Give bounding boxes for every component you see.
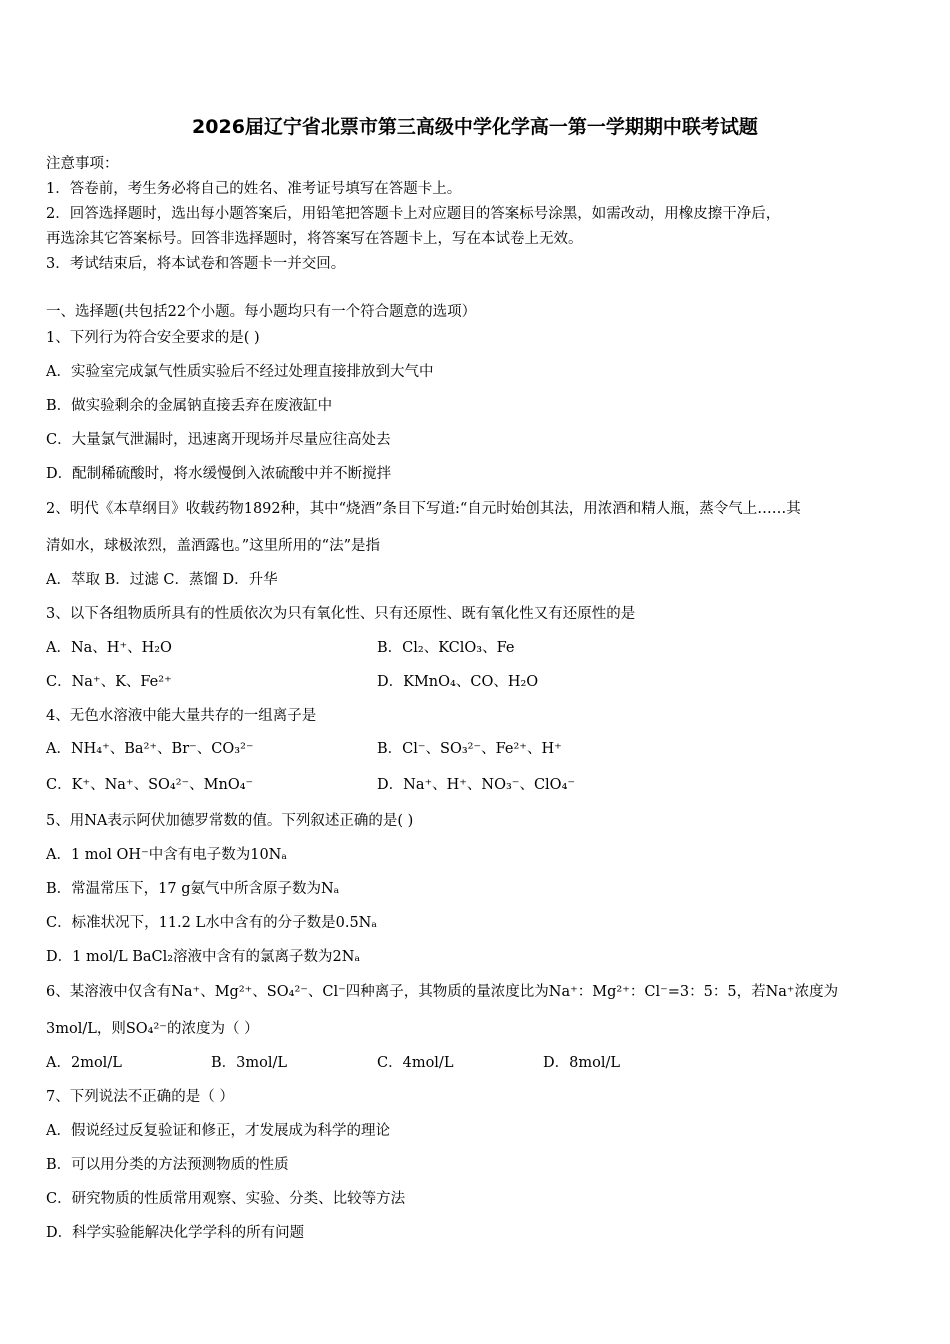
question-7-option-b: B．可以用分类的方法预测物质的性质: [46, 1157, 289, 1173]
section-heading: 一、选择题(共包括22个小题。每小题均只有一个符合题意的选项）: [46, 304, 477, 320]
question-6-option-a: A．2mol/L: [46, 1055, 122, 1071]
question-1-option-c: C．大量氯气泄漏时，迅速离开现场并尽量应往高处去: [46, 432, 391, 448]
notice-heading: 注意事项：: [46, 156, 119, 172]
question-2-stem: 2、明代《本草纲目》收载药物1892种，其中“烧酒”条目下写道:“自元时始创其法，用浓酒和精人瓶，蒸令气上……其: [46, 501, 801, 517]
question-5-option-b: B．常温常压下，17 g氨气中所含原子数为Nₐ: [46, 881, 340, 897]
question-6-stem: 6、某溶液中仅含有Na⁺、Mg²⁺、SO₄²⁻、Cl⁻四种离子，其物质的量浓度比为Na⁺：Mg²⁺：Cl⁻=3：5：5，若Na⁺浓度为: [46, 984, 839, 1000]
exam-title: 2026届辽宁省北票市第三高级中学化学高一第一学期期中联考试题: [192, 116, 758, 138]
question-1-option-b: B．做实验剩余的金属钠直接丢弃在废液缸中: [46, 398, 333, 414]
question-4-option-b: B．Cl⁻、SO₃²⁻、Fe²⁺、H⁺: [377, 741, 562, 757]
question-4-option-c: C．K⁺、Na⁺、SO₄²⁻、MnO₄⁻: [46, 777, 254, 793]
question-6-option-c: C．4mol/L: [377, 1055, 454, 1071]
question-6-option-d: D．8mol/L: [543, 1055, 620, 1071]
question-3-option-b: B．Cl₂、KClO₃、Fe: [377, 640, 515, 656]
question-4-stem: 4、无色水溶液中能大量共存的一组离子是: [46, 708, 317, 724]
question-3-option-a: A．Na、H⁺、H₂O: [46, 640, 172, 656]
question-1-option-d: D．配制稀硫酸时，将水缓慢倒入浓硫酸中并不断搅拌: [46, 466, 392, 482]
notice-item: 1．答卷前，考生务必将自己的姓名、准考证号填写在答题卡上。: [46, 181, 462, 197]
question-3-option-c: C．Na⁺、K、Fe²⁺: [46, 674, 172, 690]
question-4-option-d: D．Na⁺、H⁺、NO₃⁻、ClO₄⁻: [377, 777, 576, 793]
question-5-option-c: C．标准状况下，11.2 L水中含有的分子数是0.5Nₐ: [46, 915, 377, 931]
notice-item: 3．考试结束后，将本试卷和答题卡一并交回。: [46, 256, 346, 272]
question-7-option-a: A．假说经过反复验证和修正，才发展成为科学的理论: [46, 1123, 390, 1139]
question-2-stem-cont: 清如水，球极浓烈，盖酒露也。”这里所用的“法”是指: [46, 538, 380, 554]
question-2-options: A．萃取 B．过滤 C．蒸馏 D．升华: [46, 572, 278, 588]
question-7-option-c: C．研究物质的性质常用观察、实验、分类、比较等方法: [46, 1191, 406, 1207]
question-5-stem: 5、用NA表示阿伏加德罗常数的值。下列叙述正确的是( ): [46, 813, 414, 829]
question-1-option-a: A．实验室完成氯气性质实验后不经过处理直接排放到大气中: [46, 364, 434, 380]
notice-item: 2．回答选择题时，选出每小题答案后，用铅笔把答题卡上对应题目的答案标号涂黑，如需改动，用橡皮擦干净后，: [46, 206, 781, 222]
question-7-stem: 7、下列说法不正确的是（ ）: [46, 1089, 234, 1105]
question-7-option-d: D．科学实验能解决化学学科的所有问题: [46, 1225, 305, 1241]
question-3-stem: 3、以下各组物质所具有的性质依次为只有氧化性、只有还原性、既有氧化性又有还原性的是: [46, 606, 636, 622]
question-4-option-a: A．NH₄⁺、Ba²⁺、Br⁻、CO₃²⁻: [46, 741, 254, 757]
question-3-option-d: D．KMnO₄、CO、H₂O: [377, 674, 539, 690]
notice-item: 再选涂其它答案标号。回答非选择题时，将答案写在答题卡上，写在本试卷上无效。: [46, 231, 583, 247]
question-1-stem: 1、下列行为符合安全要求的是( ): [46, 330, 260, 346]
question-6-stem-cont: 3mol/L，则SO₄²⁻的浓度为（ ）: [46, 1021, 259, 1037]
question-5-option-a: A．1 mol OH⁻中含有电子数为10Nₐ: [46, 847, 287, 863]
question-6-option-b: B．3mol/L: [211, 1055, 288, 1071]
question-5-option-d: D．1 mol/L BaCl₂溶液中含有的氯离子数为2Nₐ: [46, 949, 361, 965]
